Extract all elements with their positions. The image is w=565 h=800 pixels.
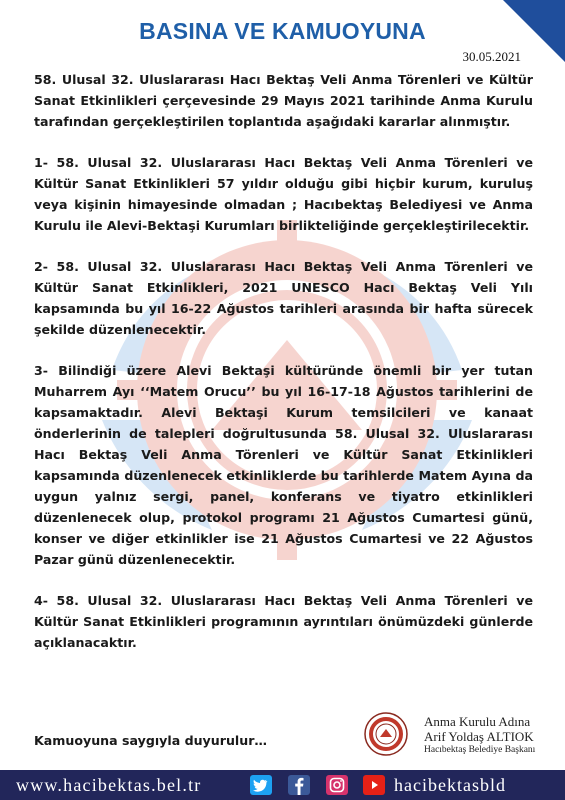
decision-4-paragraph: 4- 58. Ulusal 32. Uluslararası Hacı Bektaş Veli Anma Törenleri ve Kültür Sanat Etkinlikleri programının ayrıntıları önümüzdeki günlerde açıklanacaktır.	[34, 593, 533, 650]
instagram-icon[interactable]	[326, 775, 348, 795]
social-handle[interactable]: hacibektasbld	[394, 775, 506, 795]
decision-1-paragraph: 1- 58. Ulusal 32. Uluslararası Hacı Bektaş Veli Anma Törenleri ve Kültür Sanat Etkinlikleri 57 yıldır olduğu gibi hiçbir kurum, kuruluş veya kişinin himayesinde olmadan ; Hacıbektaş Belediyesi ve Anma Kurulu ile Alevi-Bektaşi Kurumları birlikteliğinde gerçekleştirilecektir.	[34, 155, 533, 233]
intro-paragraph: 58. Ulusal 32. Uluslararası Hacı Bektaş Veli Anma Törenleri ve Kültür Sanat Etkinlikleri çerçevesinde 29 Mayıs 2021 tarihinde Anma Kurulu tarafından gerçekleştirilen toplantıda aşağıdaki kararlar alınmıştır.	[34, 72, 533, 129]
closing-line: Kamuoyuna saygıyla duyurulur…	[34, 733, 267, 748]
document-date: 30.05.2021	[462, 49, 521, 64]
page-title: BASINA VE KAMUOYUNA	[139, 18, 426, 44]
document-body	[34, 70, 533, 674]
facebook-icon[interactable]	[288, 775, 310, 795]
twitter-icon[interactable]	[250, 775, 272, 795]
signature-on-behalf: Anma Kurulu Adına	[424, 714, 531, 729]
youtube-icon[interactable]	[363, 775, 385, 795]
signature-name: Arif Yoldaş ALTIOK	[424, 729, 534, 744]
signature-title: Hacıbektaş Belediye Başkanı	[424, 745, 536, 755]
website-link[interactable]: www.hacibektas.bel.tr	[16, 775, 202, 795]
decision-3-paragraph: 3- Bilindiği üzere Alevi Bektaşi kültüründe önemli bir yer tutan Muharrem Ayı ‘‘Matem Orucu’’ bu yıl 16-17-18 Ağustos tarihlerini de kapsamaktadır. Alevi Bektaşi Kurum temsilcileri ve kanaat önderlerinin de talepleri doğrultusunda 58. Ulusal 32. Uluslararası Hacı Bektaş Veli Anma Törenleri ve Kültür Sanat Etkinlikleri kapsamında düzenlenecek etkinliklerde bu tarihlerde Matem Ayına da uygun yalnız sergi, panel, konferans ve tiyatro etkinlikleri düzenlenecek olup, protokol programı 21 Ağustos Cumartesi günü, konser ve diğer etkinlikler ise 21 Ağustos Cumartesi ve 22 Ağustos Pazar günü düzenlenecektir.	[34, 363, 533, 567]
decision-2-paragraph: 2- 58. Ulusal 32. Uluslararası Hacı Bektaş Veli Anma Törenleri ve Kültür Sanat Etkinlikleri, 2021 UNESCO Hacı Bektaş Veli Yılı kapsamında bu yıl 16-22 Ağustos tarihleri arasında bir hafta sürecek şekilde düzenlenecektir.	[34, 259, 533, 338]
signature-block	[424, 714, 535, 757]
footer-bar	[0, 770, 565, 800]
municipality-seal-icon	[364, 712, 408, 756]
